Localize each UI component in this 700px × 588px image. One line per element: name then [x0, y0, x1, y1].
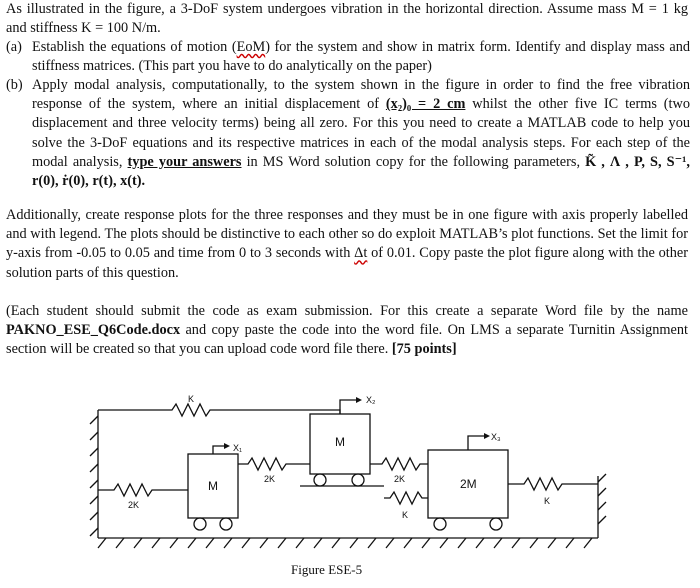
- part-b-text-3: in MS Word solution copy for the following parameters,: [241, 153, 586, 170]
- label-x1: X₁: [233, 443, 243, 453]
- part-b-type-answers: type your answers: [127, 153, 242, 170]
- submission-points: [75 points]: [391, 341, 457, 358]
- submission-filename: PAKNO_ESE_Q6Code.docx: [6, 322, 181, 339]
- label-x3: X₃: [491, 432, 501, 442]
- part-a: [6, 38, 690, 76]
- mass-2-wheel-right: [352, 474, 364, 486]
- spring-2k-middle: [238, 458, 310, 470]
- part-b-label: (b): [6, 77, 23, 93]
- mass-3-wheel-right: [490, 518, 502, 530]
- part-a-text-1: Establish the equations of motion (: [32, 39, 237, 55]
- mass-1-wheel-left: [194, 518, 206, 530]
- additional-dt: Δt: [354, 245, 368, 262]
- part-a-body: [32, 38, 690, 76]
- label-mass-3: 2M: [460, 477, 477, 491]
- mass-1-wheel-right: [220, 518, 232, 530]
- additional-text-2: of 0.01. Copy paste the plot figure along with the other solution parts of this question.: [6, 245, 689, 281]
- mass-spring-figure: [88, 388, 608, 558]
- part-a-eom: EoM: [236, 39, 266, 55]
- submission-text-1: (Each student should submit the code as exam submission. For this create a separate Word file by the name: [6, 303, 688, 319]
- additional-paragraph: [6, 206, 688, 283]
- spring-2k-right: [370, 458, 428, 470]
- submission-paragraph: [6, 302, 688, 360]
- part-a-text-2: ) for the system and show in matrix form. Identify and display mass and stiffness matrices. (This part you have to do analytically on the paper): [32, 39, 690, 75]
- part-b-text-1: Apply modal analysis, computationally, to the system shown in the figure in order to find the free vibration response of the system, where an initial displacement of: [32, 77, 690, 113]
- figure-caption: Figure ESE-5: [291, 562, 363, 577]
- part-b-body: [32, 76, 690, 191]
- right-wall-hatch: [598, 474, 606, 524]
- label-k-top: K: [188, 394, 195, 404]
- label-2k-middle: 2K: [264, 474, 276, 484]
- label-2k-right: 2K: [394, 474, 406, 484]
- label-k-right: K: [544, 496, 551, 506]
- spring-k-right: [508, 478, 598, 490]
- spring-k-bottom: [384, 492, 428, 504]
- label-x2: X₂: [366, 395, 376, 405]
- part-b-text-2: whilst the other five IC terms (two displacement and three velocity terms) being all zero. For this you need to create a MATLAB code to help you solve the 3-DoF equations and its respective matrices in each of the modal analysis steps. For each step of the modal analysis,: [32, 96, 690, 170]
- part-b: [6, 76, 690, 191]
- label-mass-1: M: [208, 479, 218, 493]
- label-k-bottom: K: [402, 510, 409, 520]
- part-b-initial-condition: (x₂)₀ = 2 cm: [385, 96, 466, 113]
- ground-hatch: [98, 538, 592, 548]
- spring-2k-left: [98, 484, 188, 496]
- part-a-label: (a): [6, 39, 22, 55]
- submission-text-2: and copy paste the code into the word file. On LMS a separate Turnitin Assignment section will be created so that you can upload code word file there.: [6, 322, 688, 358]
- spring-k-top: [98, 404, 340, 416]
- mass-2-wheel-left: [314, 474, 326, 486]
- additional-text-1: Additionally, create response plots for the three responses and they must be in one figure with axis properly labelled and with legend. The plots should be distinctive to each other so do exploit MATLAB’s plot functions. Set the limit for y-axis from -0.05 to 0.05 and time from 0 to 3 seconds with: [6, 207, 688, 262]
- intro-paragraph: As illustrated in the figure, a 3-DoF system undergoes vibration in the horizontal direction. Assume mass M = 1 kg and stiffness K = 100 N/m.: [6, 1, 688, 37]
- label-mass-2: M: [335, 435, 345, 449]
- part-b-parameters: K̃ , Λ , P, S, S⁻¹, r(0), ṙ(0), r(t), x(t).: [32, 153, 690, 190]
- left-wall-hatch: [90, 416, 98, 536]
- label-2k-left: 2K: [128, 500, 140, 510]
- mass-3-wheel-left: [434, 518, 446, 530]
